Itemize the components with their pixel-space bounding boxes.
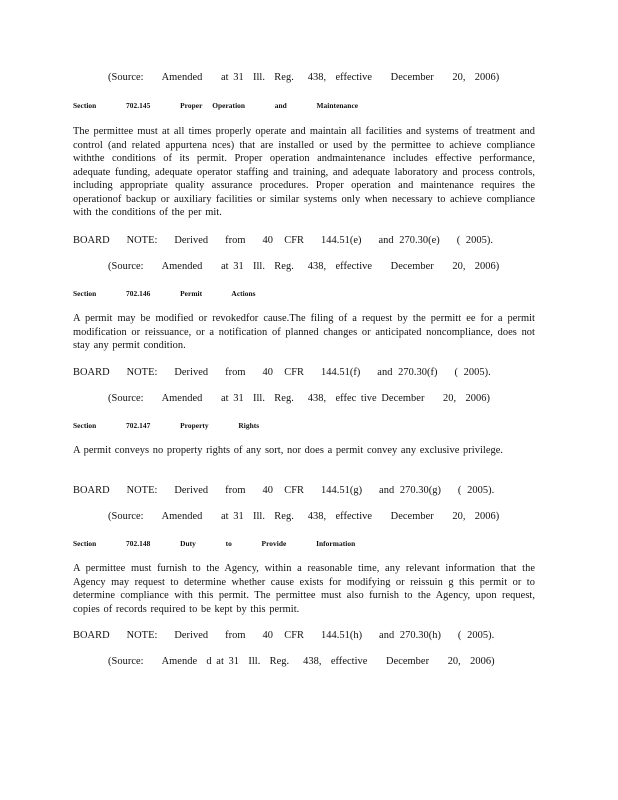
section-heading: Section 702.148 Duty to Provide Information: [73, 539, 356, 548]
section-body: A permit may be modified or revokedfor cause.The filing of a request by the permitt ee for a permit modification or reissuance, or a notification of planned changes or anticipated noncompliance, does not stay any permit condition.: [73, 313, 535, 351]
board-note: BOARD NOTE: Derived from 40 CFR 144.51(e) and 270.30(e) ( 2005).: [73, 235, 494, 246]
section-body: A permittee must furnish to the Agency, within a reasonable time, any relevant information that the Agency may request to determine whether cause exists for modifying or reissuin g this permit or to determine compliance with this permit. The permittee must also furnish to the Agency, upon request, copies of records required to be kept by this permit.: [73, 563, 535, 615]
section-body: The permittee must at all times properly operate and maintain all facilities and systems of treatment and control (and related appurtena nces) that are installed or used by the permittee to achieve compliance withthe conditions of its permit. Proper operation andmaintenance includes effective performance, adequate funding, adequate operator staffing and training, and adequate laboratory and process controls, including appropriate quality assurance procedures. Proper operation and maintenance requires the operationof backup or auxiliary facilities or similar systems only when necessary to achieve compliance with the conditions of the per mit.: [73, 126, 535, 218]
section-heading: Section 702.146 Permit Actions: [73, 289, 256, 298]
board-note: BOARD NOTE: Derived from 40 CFR 144.51(g) and 270.30(g) ( 2005).: [73, 485, 495, 496]
section-heading: Section 702.145 Proper Operation and Maintenance: [73, 101, 359, 110]
section-heading: Section 702.147 Property Rights: [73, 421, 260, 430]
source-note: (Source: Amended at 31 Ill. Reg. 438, effective December 20, 2006): [108, 261, 500, 272]
source-note: (Source: Amended at 31 Ill. Reg. 438, effective December 20, 2006): [108, 72, 500, 83]
board-note: BOARD NOTE: Derived from 40 CFR 144.51(h) and 270.30(h) ( 2005).: [73, 630, 495, 641]
source-note: (Source: Amended at 31 Ill. Reg. 438, effec tive December 20, 2006): [108, 393, 490, 404]
source-note: (Source: Amended at 31 Ill. Reg. 438, effective December 20, 2006): [108, 511, 500, 522]
board-note: BOARD NOTE: Derived from 40 CFR 144.51(f) and 270.30(f) ( 2005).: [73, 367, 491, 378]
source-note: (Source: Amende d at 31 Ill. Reg. 438, effective December 20, 2006): [108, 656, 495, 667]
section-body: A permit conveys no property rights of any sort, nor does a permit convey any exclusive privilege.: [73, 445, 504, 456]
